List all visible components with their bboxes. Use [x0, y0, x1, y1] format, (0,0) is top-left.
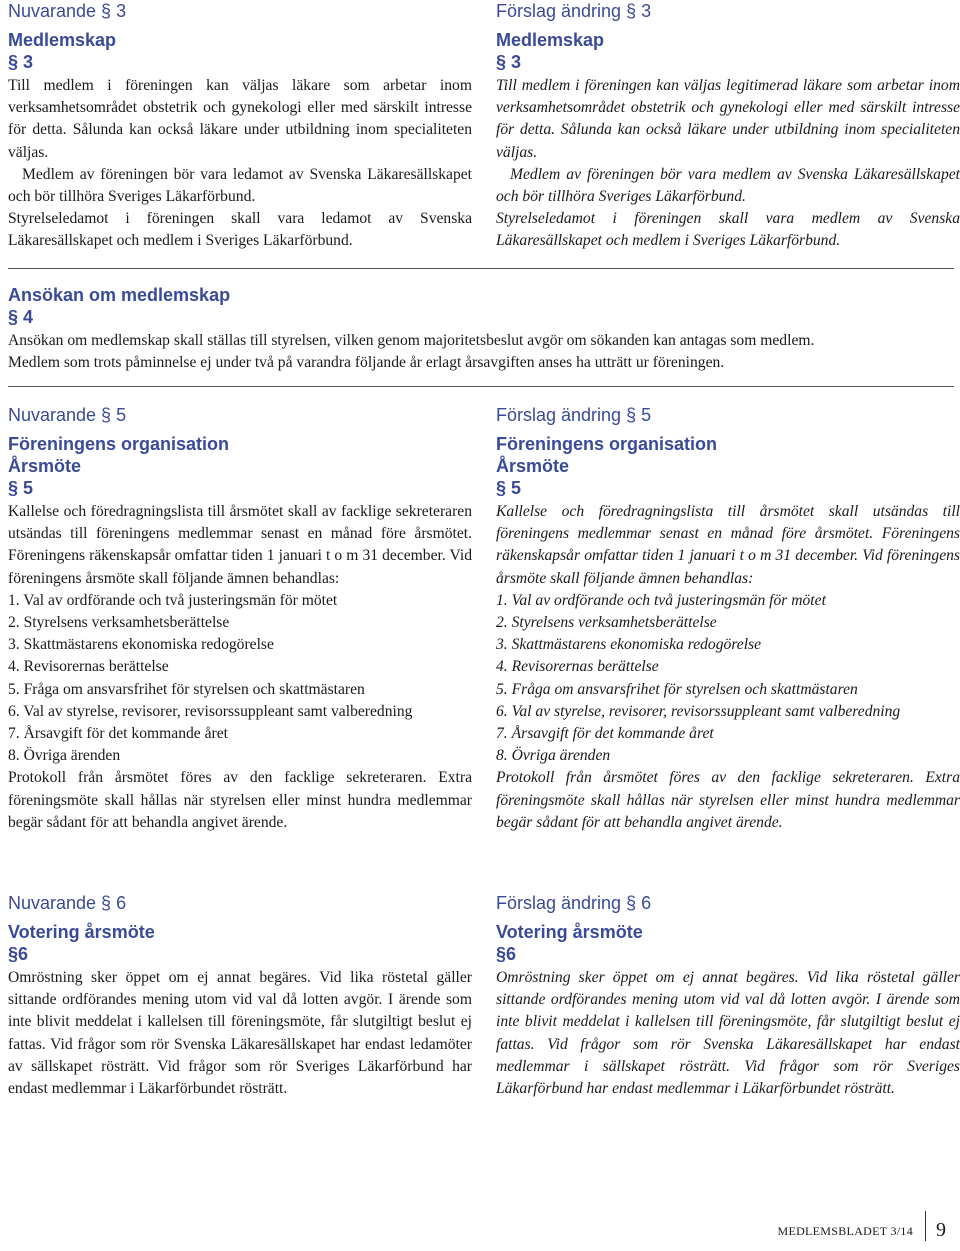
paragraph-number: § 3	[496, 52, 522, 72]
section-subheading: Årsmöte	[496, 456, 570, 476]
body-paragraph: Till medlem i föreningen kan väljas läkare som arbetar inom verksamhetsområdet obstetrik och gynekologi eller med särskilt intresse för detta. Sålunda kan också läkare under utbildning inom specialiteten väljas.	[8, 77, 472, 161]
paragraph-number: § 4	[8, 307, 34, 327]
divider	[8, 386, 954, 387]
section-subheading: Årsmöte	[8, 456, 82, 476]
section-3-proposal	[496, 0, 960, 253]
journal-name: MEDLEMSBLADET 3/14	[777, 1224, 913, 1238]
list-item: 7. Årsavgift för det kommande året	[496, 725, 714, 743]
section-label: Nuvarande § 6	[8, 893, 127, 913]
section-heading: Medlemskap	[496, 30, 605, 50]
section-heading: Föreningens organisation	[8, 434, 230, 454]
body-paragraph: Protokoll från årsmötet föres av den facklige sekreteraren. Extra föreningsmöte skall hållas när styrelsen eller minst hundra medlemmar begär sådant för att behandla angivet ärende.	[496, 769, 960, 831]
list-item: 6. Val av styrelse, revisorer, revisorssuppleant samt valberedning	[496, 702, 901, 720]
body-paragraph: Kallelse och föredragningslista till årsmötet skall utsändas till föreningens medlemmar senast en månad före årsmötet. Föreningens räkenskapsår omfattar tiden 1 januari t o m 31 december. Vid föreningens årsmöte skall följande ämnen behandlas:	[496, 503, 960, 587]
agenda-list	[496, 590, 960, 768]
body-paragraph: Till medlem i föreningen kan väljas legitimerad läkare som arbetar inom verksamhetsområdet obstetrik och gynekologi eller med särskilt intresse för detta. Sålunda kan också läkare under utbildning inom specialiteten väljas.	[496, 77, 960, 161]
body-paragraph: Styrelseledamot i föreningen skall vara ledamot av Svenska Läkaresällskapet och medlem i Sveriges Läkarförbund.	[8, 210, 472, 250]
list-item: 5. Fråga om ansvarsfrihet för styrelsen och skattmästaren	[8, 680, 365, 698]
agenda-list	[8, 590, 472, 768]
section-heading: Votering årsmöte	[496, 922, 643, 942]
section-label: Förslag ändring § 3	[496, 1, 652, 21]
list-item: 4. Revisorernas berättelse	[8, 658, 169, 676]
section-6-current	[8, 892, 472, 1100]
list-item: 1. Val av ordförande och två justeringsmän för mötet	[8, 591, 338, 609]
body-paragraph: Ansökan om medlemskap skall ställas till styrelsen, vilken genom majoritetsbeslut avgör om sökanden kan antagas som medlem.	[8, 332, 815, 349]
body-paragraph: Protokoll från årsmötet föres av den facklige sekreteraren. Extra föreningsmöte skall hållas när styrelsen eller minst hundra medlemmar begär sådant för att behandla angivet ärende.	[8, 769, 472, 831]
section-3-current	[8, 0, 472, 253]
list-item: 2. Styrelsens verksamhetsberättelse	[8, 614, 230, 632]
body-paragraph: Omröstning sker öppet om ej annat begäres. Vid lika röstetal gäller sittande ordförandes mening utom vid val då lotten avgör. I ärende som inte blivit meddelat i kallelsen till föreningsmöte, får slutgiltigt beslut ej fattas. Vid frågor som rör Svenska Läkaresällskapet har endast ledamöter av sällskapet rösträtt. Vid frågor som rör Sveriges Läkarförbund har endast medlemmar i Läkarförbundet rösträtt.	[8, 969, 472, 1098]
body-paragraph: Medlem som trots påminnelse ej under två på varandra följande år erlagt årsavgiften anses ha utträtt ur föreningen.	[8, 354, 725, 372]
paragraph-number: §6	[8, 944, 29, 964]
section-heading: Ansökan om medlemskap	[8, 285, 231, 305]
paragraph-number: § 5	[496, 478, 522, 498]
list-item: 1. Val av ordförande och två justeringsmän för mötet	[496, 591, 826, 609]
paragraph-number: §6	[496, 944, 517, 964]
list-item: 8. Övriga ärenden	[496, 747, 611, 765]
page-footer	[777, 1211, 946, 1241]
list-item: 3. Skattmästarens ekonomiska redogörelse	[496, 636, 762, 654]
list-item: 4. Revisorernas berättelse	[496, 658, 659, 676]
section-label: Förslag ändring § 5	[496, 405, 652, 425]
list-item: 8. Övriga ärenden	[8, 747, 121, 765]
list-item: 6. Val av styrelse, revisorer, revisorssuppleant samt valberedning	[8, 702, 413, 720]
body-paragraph: Omröstning sker öppet om ej annat begäres. Vid lika röstetal gäller sittande ordförandes mening utom vid val då lotten avgör. I ärende som inte blivit meddelat i kallelsen till föreningsmöte, får slutgiltigt beslut ej fattas. Vid frågor som rör Svenska Läkaresällskapet har endast medlemmar i sällskapet rösträtt. Vid frågor som rör Sveriges Läkarförbund har endast medlemmar i Läkarförbundet rösträtt.	[496, 969, 960, 1098]
section-heading: Votering årsmöte	[8, 922, 155, 942]
list-item: 7. Årsavgift för det kommande året	[8, 725, 228, 743]
divider	[8, 268, 954, 269]
list-item: 2. Styrelsens verksamhetsberättelse	[496, 614, 717, 632]
section-label: Nuvarande § 5	[8, 405, 127, 425]
paragraph-number: § 3	[8, 52, 34, 72]
section-5-current	[8, 404, 472, 834]
section-4	[8, 284, 952, 374]
section-label: Nuvarande § 3	[8, 1, 127, 21]
body-paragraph: Kallelse och föredragningslista till årsmötet skall av facklige sekreteraren utsändas till föreningens medlemmar senast en månad före årsmötet. Föreningens räkenskapsår omfattar tiden 1 januari t o m 31 december. Vid föreningens årsmöte skall följande ämnen behandlas:	[8, 503, 472, 587]
paragraph-number: § 5	[8, 478, 34, 498]
section-heading: Medlemskap	[8, 30, 117, 50]
section-label: Förslag ändring § 6	[496, 893, 652, 913]
body-paragraph: Medlem av föreningen bör vara medlem av Svenska Läkaresällskapet och bör tillhöra Sveriges Läkarförbund.	[496, 165, 960, 206]
body-paragraph: Styrelseledamot i föreningen skall vara medlem av Svenska Läkaresällskapet och medlem i Sveriges Läkarförbund.	[496, 210, 960, 250]
page-number: 9	[936, 1219, 946, 1241]
section-5-proposal	[496, 404, 960, 834]
list-item: 3. Skattmästarens ekonomiska redogörelse	[8, 636, 274, 654]
section-heading: Föreningens organisation	[496, 434, 718, 454]
section-6-proposal	[496, 892, 960, 1100]
footer-divider	[925, 1211, 926, 1241]
list-item: 5. Fråga om ansvarsfrihet för styrelsen och skattmästaren	[496, 680, 858, 698]
body-paragraph: Medlem av föreningen bör vara ledamot av Svenska Läkaresällskapet och bör tillhöra Sveriges Läkarförbund.	[8, 165, 472, 206]
